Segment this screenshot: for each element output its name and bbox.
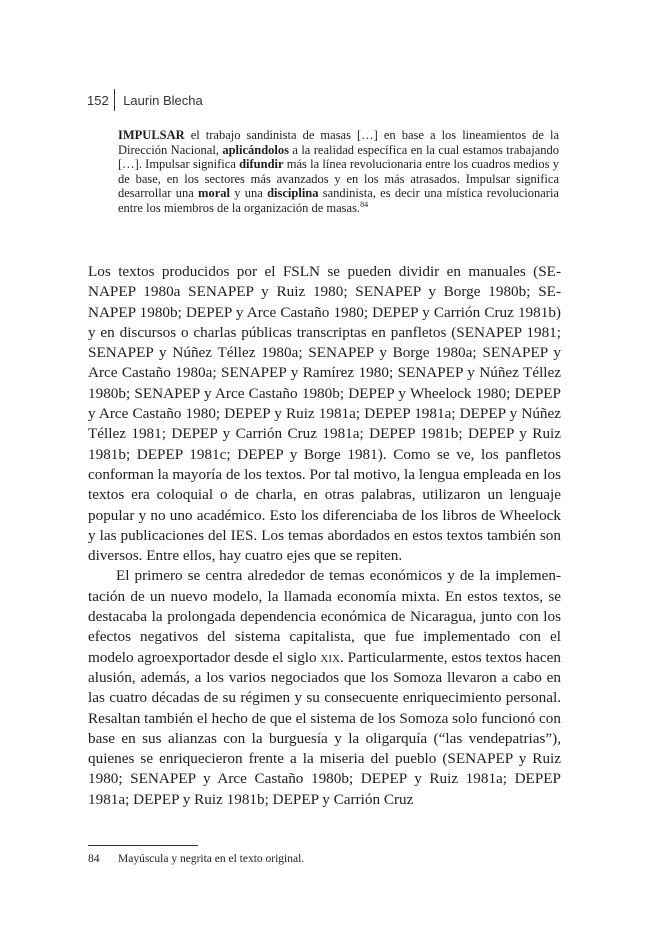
- paragraph-text: El primero se centra alrededor de temas económicos y de la implementación de un nuevo modelo, la llamada economía mixta. En estos textos, se destacaba la prolongada dependencia económica de Nicaragua, junto con los efectos negativos del sistema capitalista, que fue implementado con el modelo agroexportador desde el siglo: [88, 567, 561, 666]
- quote-emphasis: difundir: [239, 157, 284, 172]
- block-quote: [118, 128, 559, 216]
- quote-emphasis: moral: [198, 186, 230, 201]
- page-number: 152: [87, 92, 109, 108]
- quote-text: el trabajo sandinista de masas […] en base a los lineamientos de la Dirección Nacional,: [118, 128, 559, 157]
- quote-text: a la realidad específica en la cual estamos trabajando […]. Impulsar significa: [118, 142, 559, 172]
- quote-text: sandinista, es decir una mística revolucionaria entre los miembros de la organización de masas.: [118, 186, 559, 215]
- main-text: [88, 262, 561, 810]
- footnote-reference: 84: [360, 199, 369, 209]
- footnote-text: Mayúscula y negrita en el texto original.: [118, 853, 305, 865]
- running-header: [87, 90, 203, 110]
- paragraph-text: . Particularmente, estos textos hacen alusión, además, a los varios negociados que los Somoza llevaron a cabo en las cuatro décadas de su régimen y su consecuente enriquecimiento personal. Resaltan también el hecho de que el sistema de los Somoza solo funcionó con base en sus alianzas con la burguesía y la oligarquía (“las vendepatrias”), quienes se enriquecieron frente a la miseria del pueblo (SENAPEP y Ruiz 1980; SENAPEP y Arce Castaño 1980b; DEPEP y Ruiz 1981a; DEPEP 1981a; DEPEP y Ruiz 1981b; DEPEP y Carrión Cruz: [88, 648, 561, 808]
- paragraph: Los textos producidos por el FSLN se pueden dividir en manuales (SENAPEP 1980a SENAPEP y Ruiz 1980; SENAPEP y Borge 1980b; SENAPEP 1980b; DEPEP y Arce Castaño 1980; DEPEP y Carrión Cruz 1981b) y en discursos o charlas públicas transcriptas en panfletos (SENAPEP 1981; SENAPEP y Núñez Téllez 1980a; SENAPEP y Borge 1980a; SENAPEP y Arce Castaño 1980a; SENAPEP y Ramírez 1980; SENAPEP y Núñez Téllez 1980b; SENAPEP y Arce Castaño 1980b; DEPEP y Wheelock 1980; DEPEP y Arce Castaño 1980; DEPEP y Ruiz 1981a; DEPEP 1981a; DEPEP y Núñez Téllez 1981; DEPEP y Carrión Cruz 1981a; DEPEP 1981b; DEPEP y Ruiz 1981b; DEPEP 1981c; DEPEP y Borge 1981). Como se ve, los panfletos conforman la mayoría de los textos. Por tal motivo, la lengua empleada en los textos era coloquial o de charla, en otras palabras, utilizaron un lenguaje popular y no uno académico. Esto los diferenciaba de los libros de Wheelock y las publicaciones del IES. Los temas abordados en estos textos también son diversos. Entre ellos, hay cuatro ejes que se repiten.: [88, 263, 561, 565]
- quote-text: y una: [229, 186, 268, 201]
- author-name: Laurin Blecha: [123, 92, 203, 108]
- quote-text: más la línea revolucionaria entre los cuadros medios y de base, en los sectores más avanzados y en los más atrasados. Impulsar significa desarrollar una: [118, 157, 559, 201]
- quote-emphasis: aplicándolos: [222, 142, 289, 157]
- header-divider: [114, 89, 116, 111]
- quote-emphasis: IMPULSAR: [118, 128, 185, 142]
- footnote: [88, 852, 561, 866]
- quote-emphasis: disciplina: [267, 186, 319, 201]
- paragraph: [88, 566, 561, 810]
- footnote-number: 84: [88, 853, 100, 865]
- footnote-divider: [88, 845, 198, 846]
- roman-numeral-century: xix: [320, 648, 340, 666]
